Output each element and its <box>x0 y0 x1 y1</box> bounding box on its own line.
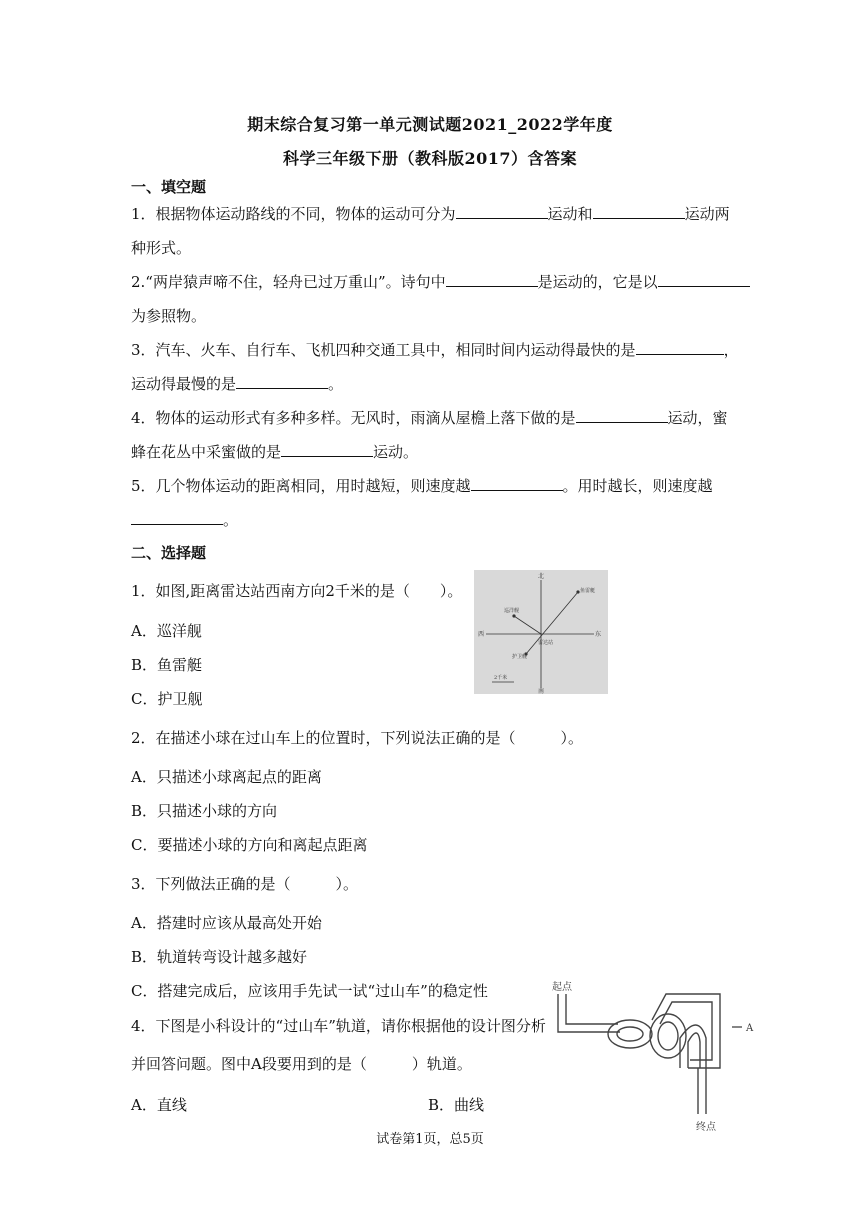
fill-q4-line2 <box>131 441 418 462</box>
end-label: 终点 <box>696 1122 716 1133</box>
fill-q4-text-a: 4．物体的运动形式有多种多样。无风时，雨滴从屋檐上落下做的是 <box>131 409 576 427</box>
answer-blank[interactable] <box>593 204 685 219</box>
section-heading-choice: 二、选择题 <box>131 544 207 562</box>
choice-q1-option-a[interactable]: A．巡洋舰 <box>131 622 202 640</box>
section-heading-fill-blank: 一、填空题 <box>131 178 207 196</box>
fill-q5-text-b2: 。 <box>223 511 239 529</box>
radar-station-label: 雷达站 <box>538 640 554 646</box>
fill-q3-text-d: 。 <box>328 375 344 393</box>
radar-station-figure <box>474 570 608 694</box>
fill-q1-text-a: 1．根据物体运动路线的不同，物体的运动可分为 <box>131 205 456 223</box>
track-lines <box>558 994 720 1114</box>
choice-q3-option-b[interactable]: B．轨道转弯设计越多越好 <box>131 948 308 966</box>
choice-q4-stem-line1: 4．下图是小科设计的“过山车”轨道，请你根据他的设计图分析 <box>131 1017 546 1035</box>
choice-q2-stem: 2．在描述小球在过山车上的位置时，下列说法正确的是（ ）。 <box>131 729 584 747</box>
choice-q3-stem: 3．下列做法正确的是（ ）。 <box>131 875 359 893</box>
choice-q3-option-a[interactable]: A．搭建时应该从最高处开始 <box>131 914 322 932</box>
fill-q3-line2 <box>131 373 343 394</box>
choice-q1-stem: 1．如图,距离雷达站西南方向2千米的是（ ）。 <box>131 582 463 600</box>
answer-blank[interactable] <box>131 510 223 525</box>
fill-q5-text-b: 。用时越长，则速度越 <box>562 477 713 495</box>
answer-blank[interactable] <box>471 476 563 491</box>
answer-blank[interactable] <box>636 340 724 355</box>
arch-inner <box>688 1033 700 1068</box>
curve-inner <box>658 1022 678 1050</box>
loop-outer <box>608 1020 652 1048</box>
scale-label: 2千米 <box>494 675 508 681</box>
fill-q2-line1 <box>131 271 750 292</box>
fill-q3-text-b: ， <box>723 341 739 359</box>
fill-q4-text-c: 蜂在花丛中采蜜做的是 <box>131 443 282 461</box>
fill-q4-text-d: 运动。 <box>373 443 419 461</box>
torpedo-boat-label: 鱼雷艇 <box>580 588 596 594</box>
fill-q2-text-b: 是运动的，它是以 <box>537 273 658 291</box>
fill-q4-line1 <box>131 407 728 428</box>
answer-blank[interactable] <box>658 272 750 287</box>
fill-q4-text-b: 运动，蜜 <box>667 409 728 427</box>
choice-q2-option-b[interactable]: B．只描述小球的方向 <box>131 802 278 820</box>
cruiser-label: 巡洋舰 <box>504 608 520 614</box>
page-title-line1: 期末综合复习第一单元测试题2021_2022学年度 <box>247 115 613 134</box>
fill-q3-text-c: 运动得最慢的是 <box>131 375 237 393</box>
radar-figure-svg <box>474 570 608 694</box>
west-label: 西 <box>478 631 485 638</box>
a-segment-label: A <box>746 1023 754 1034</box>
answer-blank[interactable] <box>281 442 373 457</box>
choice-q1-option-b[interactable]: B．鱼雷艇 <box>131 656 203 674</box>
choice-q4-stem-line2: 并回答问题。图中A段要用到的是（ ）轨道。 <box>131 1055 472 1073</box>
east-label: 东 <box>595 631 602 638</box>
fill-q2-line2: 为参照物。 <box>131 307 207 325</box>
fill-q5-text-a: 5．几个物体运动的距离相同，用时越短，则速度越 <box>131 477 471 495</box>
answer-blank[interactable] <box>456 204 548 219</box>
answer-blank[interactable] <box>236 374 328 389</box>
track-figure-svg <box>548 976 768 1134</box>
start-label: 起点 <box>552 982 572 993</box>
fill-q3-text-a: 3．汽车、火车、自行车、飞机四种交通工具中，相同时间内运动得最快的是 <box>131 341 636 359</box>
choice-q1-option-c[interactable]: C．护卫舰 <box>131 690 203 708</box>
fill-q1-line2: 种形式。 <box>131 239 192 257</box>
page-title-line2: 科学三年级下册（教科版2017）含答案 <box>282 149 578 168</box>
choice-q2-option-a[interactable]: A．只描述小球离起点的距离 <box>131 768 322 786</box>
south-label: 南 <box>538 688 545 694</box>
answer-blank[interactable] <box>576 408 668 423</box>
answer-blank[interactable] <box>446 272 538 287</box>
choice-q4-option-a[interactable]: A．直线 <box>131 1096 187 1114</box>
fill-q5-line2 <box>131 509 238 530</box>
frigate-label: 护卫舰 <box>512 654 528 660</box>
fill-q3-line1 <box>131 339 739 360</box>
page-footer: 试卷第1页，总5页 <box>376 1132 484 1147</box>
fill-q1-text-b: 运动和 <box>547 205 593 223</box>
track-inner-start <box>566 994 618 1024</box>
roller-coaster-track-figure <box>548 976 768 1134</box>
choice-q4-option-b[interactable]: B．曲线 <box>428 1096 485 1114</box>
fill-q1-line1 <box>131 203 730 224</box>
choice-q3-option-c[interactable]: C．搭建完成后，应该用手先试一试“过山车”的稳定性 <box>131 982 488 1000</box>
fill-q1-text-c: 运动两 <box>684 205 730 223</box>
cruiser-point <box>512 614 515 617</box>
north-label: 北 <box>538 573 545 580</box>
fill-q5-line1 <box>131 475 713 496</box>
loop-inner <box>617 1027 643 1041</box>
choice-q2-option-c[interactable]: C．要描述小球的方向和离起点距离 <box>131 836 368 854</box>
fill-q2-text-a: 2.“两岸猿声啼不住，轻舟已过万重山”。诗句中 <box>131 273 446 291</box>
